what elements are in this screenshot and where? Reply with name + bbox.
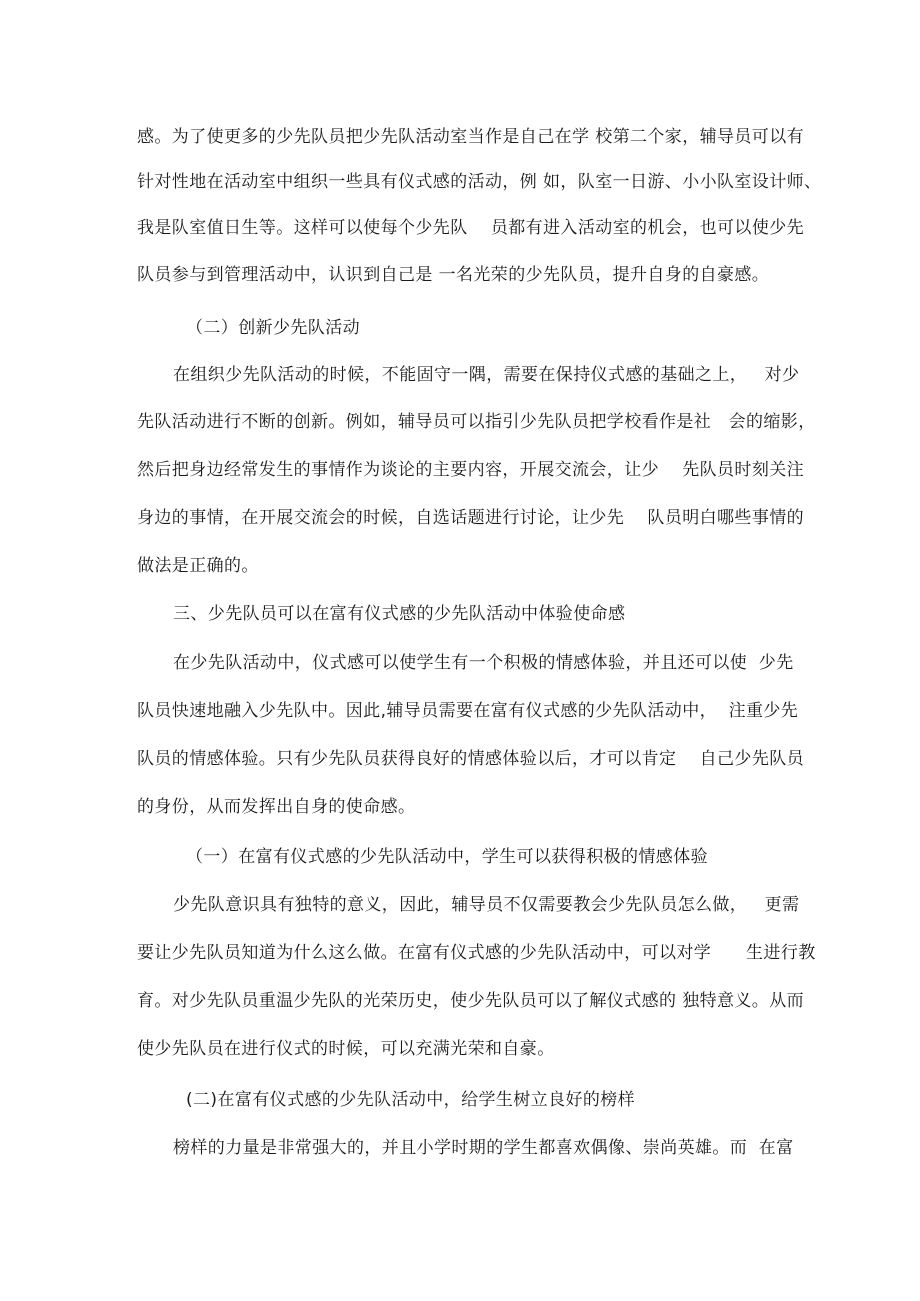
- text-line: 身边的事情，在开展交流会的时候，自选话题进行讨论，让少先 队员明白哪些事情的: [137, 508, 805, 528]
- text-line: 然后把身边经常发生的事情作为谈论的主要内容，开展交流会，让少 先队员时刻关注: [137, 460, 805, 480]
- section-heading: 三、少先队员可以在富有仪式感的少先队活动中体验使命感: [173, 604, 626, 624]
- section-heading: (二)在富有仪式感的少先队活动中，给学生树立良好的榜样: [186, 1090, 636, 1110]
- text-line: 在少先队活动中，仪式感可以使学生有一个积极的情感体验，并且还可以使 少先: [173, 653, 794, 673]
- text-line: 育。对少先队员重温少先队的光荣历史，使少先队员可以了解仪式感的 独特意义。从而: [137, 991, 805, 1011]
- text-line: 少先队意识具有独特的意义，因此，辅导员不仅需要教会少先队员怎么做， 更需: [173, 895, 800, 915]
- text-line: 队员的情感体验。只有少先队员获得良好的情感体验以后，才可以肯定 自己少先队员: [137, 749, 805, 769]
- section-heading: （二）创新少先队活动: [186, 318, 360, 338]
- text-line: 要让少先队员知道为什么这么做。在富有仪式感的少先队活动中，可以对学 生进行教: [137, 943, 816, 963]
- text-line: 榜样的力量是非常强大的，并且小学时期的学生都喜欢偶像、崇尚英雄。而 在富: [173, 1138, 794, 1158]
- text-line: 队员参与到管理活动中，认识到自己是 一名光荣的少先队员，提升自身的自豪感。: [137, 265, 770, 285]
- text-line: 做法是正确的。: [137, 556, 259, 576]
- text-line: 我是队室值日生等。这样可以使每个少先队 员都有进入活动室的机会，也可以使少先: [137, 218, 805, 238]
- text-line: 队员快速地融入少先队中。因此,辅导员需要在富有仪式感的少先队活动中， 注重少先: [137, 701, 799, 721]
- text-line: 先队活动进行不断的创新。例如，辅导员可以指引少先队员把学校看作是社 会的缩影，: [137, 412, 816, 432]
- text-line: 感。为了使更多的少先队员把少先队活动室当作是自己在学 校第二个家，辅导员可以有: [137, 127, 805, 147]
- text-line: 的身份，从而发挥出自身的使命感。: [137, 797, 416, 817]
- section-heading: （一）在富有仪式感的少先队活动中，学生可以获得积极的情感体验: [186, 847, 708, 867]
- text-line: 使少先队员在进行仪式的时候，可以充满光荣和自豪。: [137, 1039, 555, 1059]
- text-line: 针对性地在活动室中组织一些具有仪式感的活动，例 如，队室一日游、小小队室设计师、: [137, 172, 822, 192]
- text-line: 在组织少先队活动的时候，不能固守一隅，需要在保持仪式感的基础之上， 对少: [173, 365, 800, 385]
